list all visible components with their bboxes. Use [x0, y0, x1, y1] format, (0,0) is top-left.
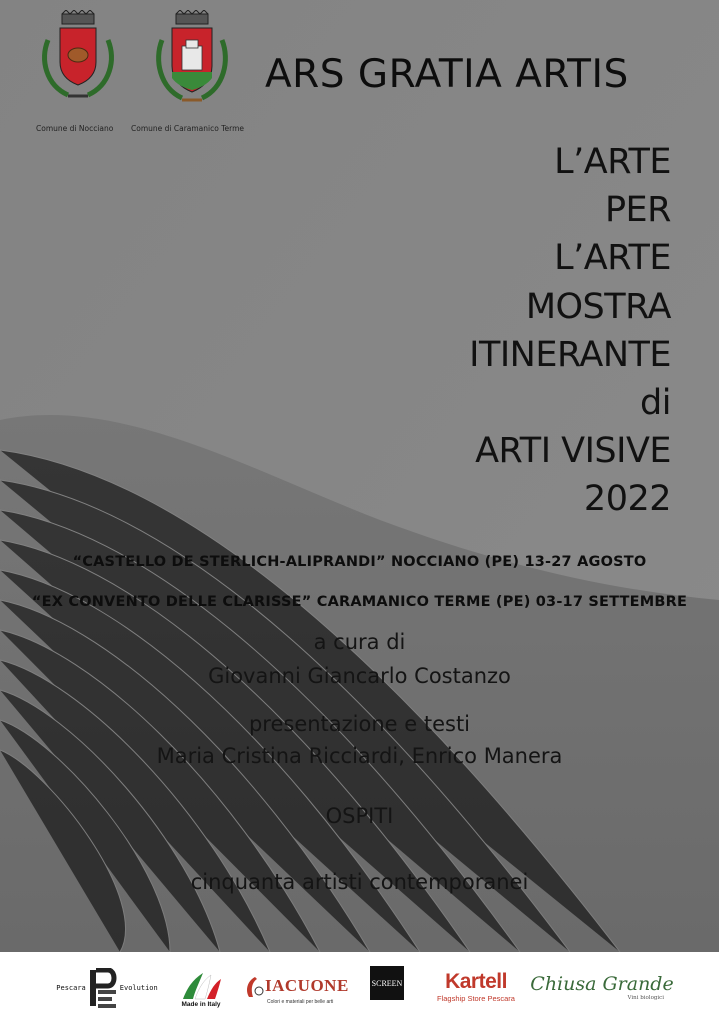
nocciano-coat-of-arms-icon [38, 10, 118, 105]
evolution-text: Evolution [119, 984, 158, 992]
sponsor-footer [0, 952, 719, 1028]
chiusa-grande-logo [532, 964, 672, 1010]
made-in-italy-logo [176, 966, 226, 1012]
palette-icon [243, 973, 265, 999]
exhibition-subtitle [469, 138, 671, 524]
venue-nocciano: “CASTELLO DE STERLICH-ALIPRANDI” NOCCIANO (PE) 13-27 AGOSTO [72, 554, 647, 570]
subtitle-line: ARTI VISIVE [475, 431, 671, 472]
crest-label-caramanico: Comune di Caramanico Terme [131, 124, 245, 133]
pescara-text: Pescara [56, 984, 86, 992]
kartell-tagline: Flagship Store Pescara [437, 993, 515, 1003]
subtitle-line: L’ARTE [554, 142, 671, 182]
poster-title: ARS GRATIA ARTIS [265, 52, 629, 97]
subtitle-line: MOSTRA [525, 286, 671, 327]
texts-label: presentazione e testi [248, 712, 471, 736]
kartell-name: Kartell [445, 969, 507, 993]
texts-authors: Maria Cristina Ricciardi, Enrico Manera [156, 744, 563, 768]
iacuone-name: IACUONE [265, 976, 349, 995]
chiusa-grande-name: Chiusa Grande [530, 973, 674, 995]
curator-label: a cura di [313, 630, 406, 654]
made-in-italy-text: Made in Italy [181, 1000, 221, 1008]
venue-caramanico: “EX CONVENTO DELLE CLARISSE” CARAMANICO TERME (PE) 03-17 SETTEMBRE [31, 594, 688, 610]
pescara-evolution-logo [52, 968, 162, 1008]
curator-name: Giovanni Giancarlo Costanzo [208, 664, 511, 688]
pe-monogram-icon [86, 968, 120, 1008]
subtitle-line: L’ARTE [554, 238, 671, 279]
subtitle-line: ITINERANTE [469, 334, 671, 375]
kartell-logo [436, 964, 516, 1008]
italy-flag-swoosh-icon [179, 971, 223, 1001]
chiusa-grande-tagline: Vini biologici [627, 995, 664, 1001]
iacuone-tagline: Colori e materiali per belle arti [267, 999, 334, 1005]
caramanico-coat-of-arms-icon [152, 10, 232, 108]
subtitle-line: 2022 [583, 479, 671, 520]
subtitle-line: di [640, 383, 671, 424]
screen-name: SCREEN [371, 978, 403, 988]
crest-label-nocciano: Comune di Nocciano [36, 124, 114, 133]
iacuone-logo [243, 966, 347, 1012]
guests-description: cinquanta artisti contemporanei [190, 870, 529, 894]
guests-label: OSPITI [325, 804, 394, 828]
screen-logo [370, 966, 404, 1000]
subtitle-line: PER [604, 190, 671, 231]
